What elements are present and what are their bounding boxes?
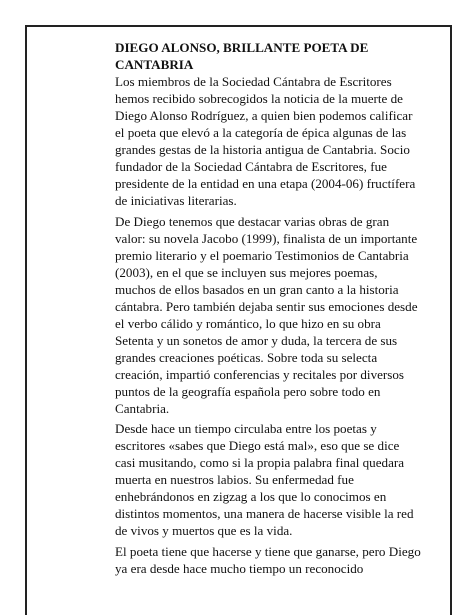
paragraph-4: El poeta tiene que hacerse y tiene que ganarse, pero Diego ya era desde hace mucho tiempo un reconocido [115, 543, 421, 576]
paragraph-2: De Diego tenemos que destacar varias obras de gran valor: su novela Jacobo (1999), finalista de un importante premio literario y el poemario Testimonios de Cantabria (2003), en el que se incluyen sus mejores poemas, muchos de ellos basados en un gran canto a la historia cántabra. Pero también dejaba sentir sus emociones desde el verbo cálido y romántico, lo que hizo en su obra Setenta y un sonetos de amor y duda, la tercera de sus grandes creaciones poéticas. Sobre toda su selecta creación, impartió conferencias y recitales por diversos puntos de la geografía española pero sobre todo en Cantabria. [115, 213, 418, 416]
paragraph-1: Los miembros de la Sociedad Cántabra de Escritores hemos recibido sobrecogidos la noticia de la muerte de Diego Alonso Rodríguez, a quien bien podemos calificar el poeta que elevó a la categoría de épica algunas de las grandes gestas de la historia antigua de Cantabria. Socio fundador de la Sociedad Cántabra de Escritores, fue presidente de la entidad en una etapa (2004-06) fructífera de iniciativas literarias. [115, 74, 416, 208]
article-body [115, 39, 421, 580]
paragraph-3: Desde hace un tiempo circulaba entre los poetas y escritores «sabes que Diego está mal», eso que se dice casi musitando, como si la propia palabra final quedara muerta en nuestros labios. Su enfermedad fue enhebrándonos en zigzag a los que lo conocimos en distintos momentos, una manera de hacerse visible la red de vivos y muertos que es la vida. [115, 421, 414, 538]
article-title: DIEGO ALONSO, BRILLANTE POETA DE CANTABRIA [115, 40, 369, 72]
